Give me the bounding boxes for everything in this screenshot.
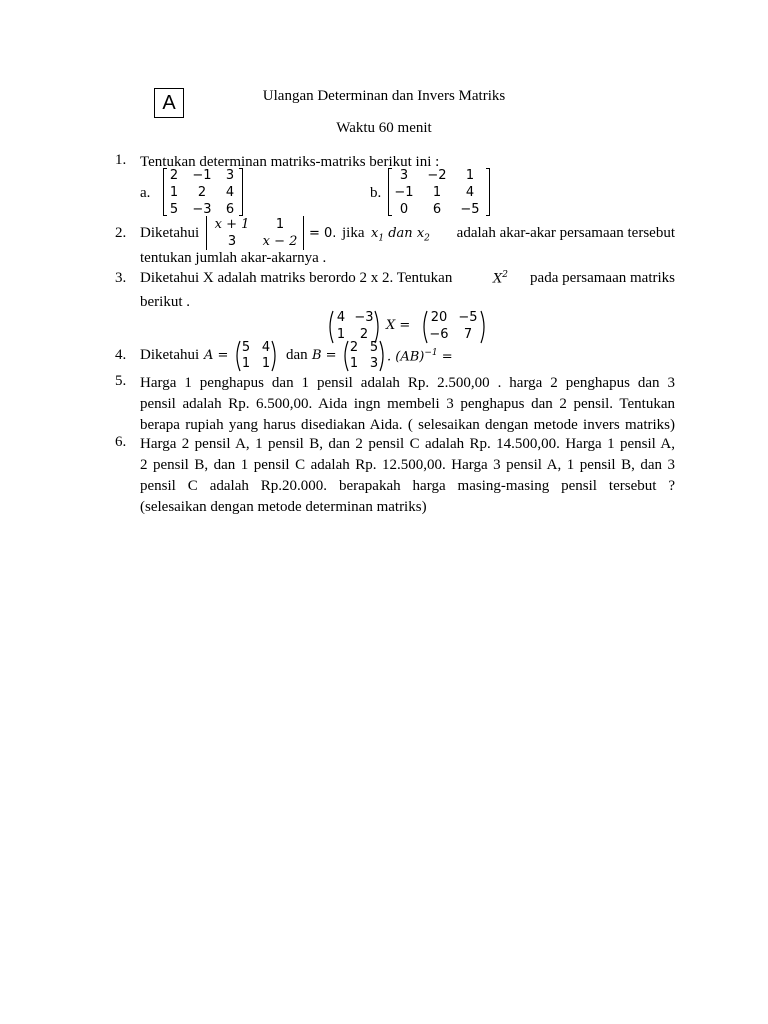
matrix-cell: −5 — [460, 202, 480, 217]
word-dan: dan — [388, 226, 413, 241]
matrix-cell: 5 — [169, 202, 179, 217]
matrix-cell: 1 — [169, 185, 179, 200]
q1-matrix-a — [163, 168, 243, 218]
matrix-cell: 2 — [197, 185, 207, 200]
q5-line: pensil adalah Rp. 6.500,00. Aida ingn membeli 3 penghapus dan 2 pensil. Tentukan — [140, 396, 675, 412]
matrix-cell: 4 — [225, 185, 235, 200]
version-label: A — [162, 91, 176, 114]
matrix-cell: 2 — [359, 327, 369, 342]
q1-b-label: b. — [370, 185, 382, 201]
q2-text-start: Diketahui — [140, 225, 200, 241]
det-cell: 3 — [227, 234, 237, 249]
q5-number: 5. — [115, 373, 127, 389]
page-title: Ulangan Determinan dan Invers Matriks — [262, 88, 506, 104]
q2-roots — [371, 226, 430, 244]
matrix-cell: 5 — [369, 340, 379, 355]
det-cell: x − 2 — [262, 234, 298, 249]
matrix-cell: 1 — [465, 168, 475, 183]
matrix-cell: 1 — [432, 185, 442, 200]
q5-line: Harga 1 penghapus dan 1 pensil adalah Rp. 2.500,00 . harga 2 penghapus dan 3 — [140, 375, 675, 391]
matrix-cell: −3 — [354, 310, 374, 325]
q6-line: Harga 2 pensil A, 1 pensil B, dan 2 pensil C adalah Rp. 14.500,00. Harga 1 pensil A, — [140, 436, 675, 452]
matrix-cell: −6 — [429, 327, 449, 342]
exponent: 2 — [502, 270, 508, 280]
subscript-1: 1 — [378, 233, 385, 244]
matrix-cell: 1 — [349, 356, 359, 371]
inverse-exponent: −1 — [424, 348, 438, 358]
q6-body — [140, 434, 675, 518]
det-bar-right — [303, 216, 304, 250]
det-cell: 1 — [275, 217, 285, 232]
matrix-cell: 5 — [241, 340, 251, 355]
q1-a-label: a. — [140, 185, 151, 201]
matrix-cell: 1 — [241, 356, 251, 371]
q4-a-eq: A = — [204, 348, 229, 363]
q4-equals: = — [441, 349, 453, 365]
matrix-cell: 4 — [465, 185, 475, 200]
q2-number: 2. — [115, 225, 127, 241]
q3-right-matrix — [420, 310, 488, 346]
matrix-cell: 7 — [463, 327, 473, 342]
matrix-cell: 4 — [336, 310, 346, 325]
q3-mid: X = — [386, 318, 411, 333]
bracket-right — [486, 168, 490, 216]
q5-body — [140, 373, 675, 436]
matrix-cell: −1 — [394, 185, 414, 200]
q2-line2: tentukan jumlah akar-akarnya . — [140, 250, 327, 266]
q2-equals: = 0. — [309, 226, 337, 241]
q6-line: (selesaikan dengan metode determinan matriks) — [140, 499, 427, 515]
q1-matrix-b — [388, 168, 490, 218]
q5-line: berapa rupiah yang harus disediakan Aida. ( selesaikan dengan metode invers matriks) — [140, 417, 675, 433]
bracket-right — [239, 168, 243, 216]
det-bar-left — [206, 216, 207, 250]
q2-text-jika: jika — [342, 225, 365, 241]
matrix-cell: 3 — [225, 168, 235, 183]
q4-b-eq: B = — [312, 348, 337, 363]
matrix-cell: 20 — [430, 310, 448, 325]
q4-word-dan: dan — [286, 347, 308, 363]
matrix-cell: 1 — [261, 356, 271, 371]
q6-line: 2 pensil B, dan 1 pensil C adalah Rp. 12.500,00. Harga 3 pensil A, 1 pensil B, dan 3 — [140, 457, 675, 473]
matrix-cell: −3 — [192, 202, 212, 217]
q3-number: 3. — [115, 270, 127, 286]
duration-text: Waktu 60 menit — [336, 120, 432, 136]
q3-x-squared — [493, 270, 508, 286]
q4-expression — [387, 348, 453, 364]
q3-text-start: Diketahui X adalah matriks berordo 2 x 2. Tentukan — [140, 270, 453, 286]
matrix-cell: −1 — [192, 168, 212, 183]
q4-text-start: Diketahui — [140, 347, 200, 363]
matrix-cell: −2 — [427, 168, 447, 183]
matrix-cell: −5 — [458, 310, 478, 325]
q4-matrix-b — [341, 340, 387, 374]
matrix-cell: 6 — [225, 202, 235, 217]
q2-determinant — [206, 216, 304, 252]
q1-number: 1. — [115, 152, 127, 168]
matrix-cell: 2 — [169, 168, 179, 183]
var-x2: x — [416, 226, 425, 241]
q2-text-end: adalah akar-akar persamaan tersebut — [456, 225, 675, 241]
det-cell: x + 1 — [214, 217, 250, 232]
matrix-cell: 0 — [399, 202, 409, 217]
ab-product: . (AB) — [387, 349, 425, 365]
matrix-cell: 3 — [399, 168, 409, 183]
matrix-cell: 3 — [369, 356, 379, 371]
var-x: X — [493, 271, 503, 287]
matrix-cell: 2 — [349, 340, 359, 355]
matrix-cell: 4 — [261, 340, 271, 355]
q3-text-end: pada persamaan matriks — [530, 270, 675, 286]
q4-matrix-a — [233, 340, 279, 374]
matrix-cell: 6 — [432, 202, 442, 217]
q6-number: 6. — [115, 434, 127, 450]
q1-text: Tentukan determinan matriks-matriks berikut ini : — [140, 154, 440, 170]
subscript-2: 2 — [424, 233, 430, 244]
q3-line2: berikut . — [140, 294, 190, 310]
q6-line: pensil C adalah Rp.20.000. berapakah harga masing-masing pensil tersebut ? — [140, 478, 675, 494]
q4-number: 4. — [115, 347, 127, 363]
matrix-cell: 1 — [336, 327, 346, 342]
var-x1: x — [371, 226, 379, 241]
